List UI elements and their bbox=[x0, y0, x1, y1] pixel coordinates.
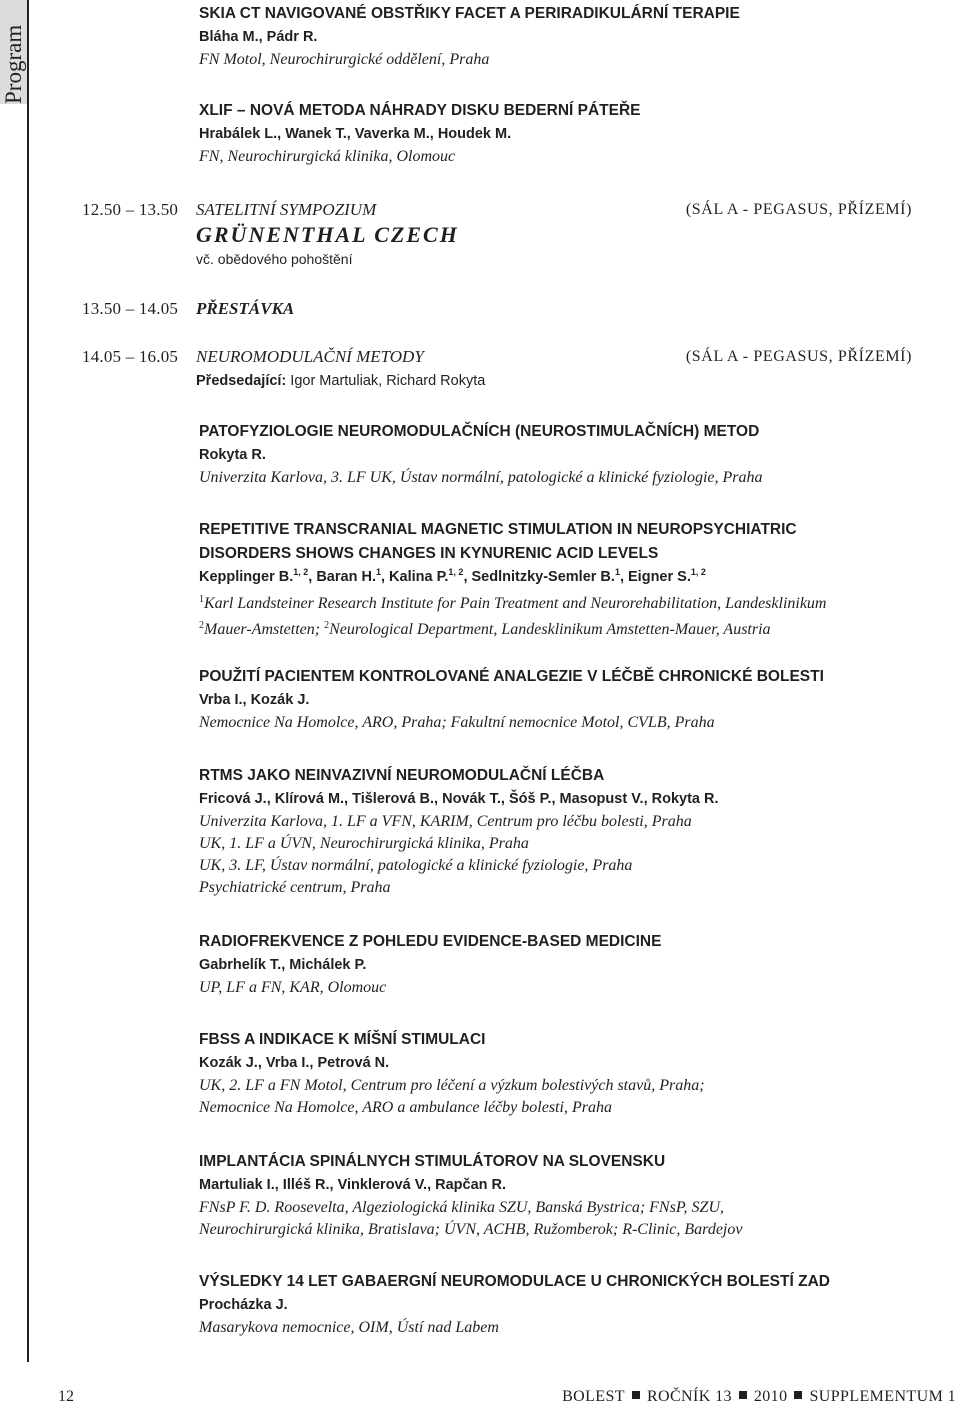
chair-names: Igor Martuliak, Richard Rokyta bbox=[290, 373, 486, 389]
talk-item bbox=[199, 665, 929, 734]
talk-affiliation: UK, 3. LF, Ústav normální, patologické a klinické fyziologie, Praha bbox=[199, 857, 633, 874]
talk-item bbox=[199, 518, 929, 641]
talk-authors: Procházka J. bbox=[199, 1297, 288, 1313]
talk-title: VÝSLEDKY 14 LET GABAERGNÍ NEUROMODULACE U CHRONICKÝCH BOLESTÍ ZAD bbox=[199, 1273, 830, 1290]
journal-year: 2010 bbox=[753, 1388, 788, 1405]
talk-authors: Vrba I., Kozák J. bbox=[199, 692, 310, 708]
talk-title-line: DISORDERS SHOWS CHANGES IN KYNURENIC ACID LEVELS bbox=[199, 545, 659, 562]
talk-title: POUŽITÍ PACIENTEM KONTROLOVANÉ ANALGEZIE V LÉČBĚ CHRONICKÉ BOLESTI bbox=[199, 668, 824, 685]
talk-authors: Rokyta R. bbox=[199, 447, 266, 463]
session-note: vč. obědového pohoštění bbox=[196, 251, 353, 267]
talk-affiliation: $^2$Mauer-Amstetten; $^2$Neurological Department, Landesklinikum Amstetten-Mauer, Austria bbox=[199, 620, 771, 638]
talk-authors: Martuliak I., Illéš R., Vinklerová V., Rapčan R. bbox=[199, 1177, 507, 1193]
journal-name: BOLEST bbox=[562, 1388, 625, 1405]
talk-title: RADIOFREKVENCE Z POHLEDU EVIDENCE-BASED MEDICINE bbox=[199, 933, 662, 950]
talk-authors: Gabrhelík T., Michálek P. bbox=[199, 957, 367, 973]
talk-affiliation: FNsP F. D. Roosevelta, Algeziologická klinika SZU, Banská Bystrica; FNsP, SZU, bbox=[199, 1199, 724, 1216]
talk-item bbox=[199, 1150, 929, 1241]
talk-title: PATOFYZIOLOGIE NEUROMODULAČNÍCH (NEUROSTIMULAČNÍCH) METOD bbox=[199, 423, 760, 440]
talk-affiliation: Masarykova nemocnice, OIM, Ústí nad Labem bbox=[199, 1319, 499, 1336]
session-name: PŘESTÁVKA bbox=[196, 299, 295, 318]
session-chairs bbox=[196, 370, 485, 392]
talk-affiliation: Neurochirurgická klinika, Bratislava; ÚVN, ACHB, Ružomberok; R-Clinic, Bardejov bbox=[199, 1221, 743, 1238]
talk-item bbox=[199, 930, 929, 999]
talk-affiliation: UK, 1. LF a ÚVN, Neurochirurgická klinika, Praha bbox=[199, 835, 529, 852]
separator-square-icon bbox=[794, 1391, 802, 1399]
talk-affiliation: Univerzita Karlova, 3. LF UK, Ústav normální, patologické a klinické fyziologie, Praha bbox=[199, 469, 763, 486]
side-tab bbox=[0, 0, 27, 104]
talk-affiliation: Psychiatrické centrum, Praha bbox=[199, 879, 391, 896]
page-number: 12 bbox=[58, 1388, 74, 1405]
session-row-neuromodulation bbox=[82, 344, 912, 370]
journal-volume: ROČNÍK 13 bbox=[646, 1388, 732, 1405]
abstract-skia-ct bbox=[199, 2, 929, 71]
page-footer bbox=[0, 1386, 960, 1408]
side-rule bbox=[27, 0, 29, 1362]
talk-item bbox=[199, 420, 929, 489]
talk-title: RTMS JAKO NEINVAZIVNÍ NEUROMODULAČNÍ LÉČBA bbox=[199, 767, 605, 784]
chair-label: Předsedající: bbox=[196, 373, 287, 389]
talk-authors: Fricová J., Klírová M., Tišlerová B., Novák T., Šóš P., Masopust V., Rokyta R. bbox=[199, 791, 719, 807]
session-room: (SÁL A - PEGASUS, PŘÍZEMÍ) bbox=[685, 201, 912, 218]
talk-affiliation: $^1$Karl Landsteiner Research Institute for Pain Treatment and Neurorehabilitation, Landesklinikum bbox=[199, 594, 827, 612]
talk-item bbox=[199, 764, 929, 899]
talk-item bbox=[199, 1270, 929, 1339]
talk-title: FBSS A INDIKACE K MÍŠNÍ STIMULACI bbox=[199, 1031, 486, 1048]
sponsor-name: GRÜNENTHAL CZECH bbox=[196, 222, 459, 247]
abstract-title: XLIF – NOVÁ METODA NÁHRADY DISKU BEDERNÍ PÁTEŘE bbox=[199, 102, 641, 119]
session-name: SATELITNÍ SYMPOZIUM bbox=[196, 200, 377, 219]
separator-square-icon bbox=[739, 1391, 747, 1399]
talk-affiliation: Univerzita Karlova, 1. LF a VFN, KARIM, Centrum pro léčbu bolesti, Praha bbox=[199, 813, 692, 830]
journal-line bbox=[562, 1386, 956, 1408]
session-time: 12.50 – 13.50 bbox=[82, 200, 179, 219]
journal-issue: SUPPLEMENTUM 1 bbox=[809, 1388, 956, 1405]
talk-authors: Kozák J., Vrba I., Petrová N. bbox=[199, 1055, 390, 1071]
session-row-break bbox=[82, 296, 912, 322]
session-row-satellite bbox=[82, 197, 912, 223]
talk-affiliation: UP, LF a FN, KAR, Olomouc bbox=[199, 979, 387, 996]
session-time: 14.05 – 16.05 bbox=[82, 347, 179, 366]
session-name: NEUROMODULAČNÍ METODY bbox=[196, 347, 424, 366]
abstract-authors: Hrabálek L., Wanek T., Vaverka M., Houdek M. bbox=[199, 126, 512, 142]
session-time: 13.50 – 14.05 bbox=[82, 299, 179, 318]
side-tab-label: Program bbox=[1, 24, 26, 104]
talk-title: IMPLANTÁCIA SPINÁLNYCH STIMULÁTOROV NA SLOVENSKU bbox=[199, 1153, 666, 1170]
talk-title-line: REPETITIVE TRANSCRANIAL MAGNETIC STIMULATION IN NEUROPSYCHIATRIC bbox=[199, 521, 797, 538]
abstract-xlif bbox=[199, 99, 929, 168]
talk-affiliation: Nemocnice Na Homolce, ARO, Praha; Fakultní nemocnice Motol, CVLB, Praha bbox=[199, 714, 715, 731]
talk-affiliation: UK, 2. LF a FN Motol, Centrum pro léčení a výzkum bolestivých stavů, Praha; bbox=[199, 1077, 705, 1094]
abstract-title: SKIA CT NAVIGOVANÉ OBSTŘIKY FACET A PERIRADIKULÁRNÍ TERAPIE bbox=[199, 5, 740, 22]
separator-square-icon bbox=[632, 1391, 640, 1399]
talk-item bbox=[199, 1028, 929, 1119]
abstract-authors: Bláha M., Pádr R. bbox=[199, 29, 318, 45]
abstract-affiliation: FN Motol, Neurochirurgické oddělení, Praha bbox=[199, 51, 490, 68]
abstract-affiliation: FN, Neurochirurgická klinika, Olomouc bbox=[199, 148, 456, 165]
talk-affiliation: Nemocnice Na Homolce, ARO a ambulance léčby bolesti, Praha bbox=[199, 1099, 612, 1116]
talk-authors: Kepplinger B.$^{1, 2}$, Baran H.$^1$, Kalina P.$^{1, 2}$, Sedlnitzky-Semler B.$^1$, Eigner S.$^{1, 2}$ bbox=[199, 567, 706, 585]
session-room: (SÁL A - PEGASUS, PŘÍZEMÍ) bbox=[685, 348, 912, 365]
